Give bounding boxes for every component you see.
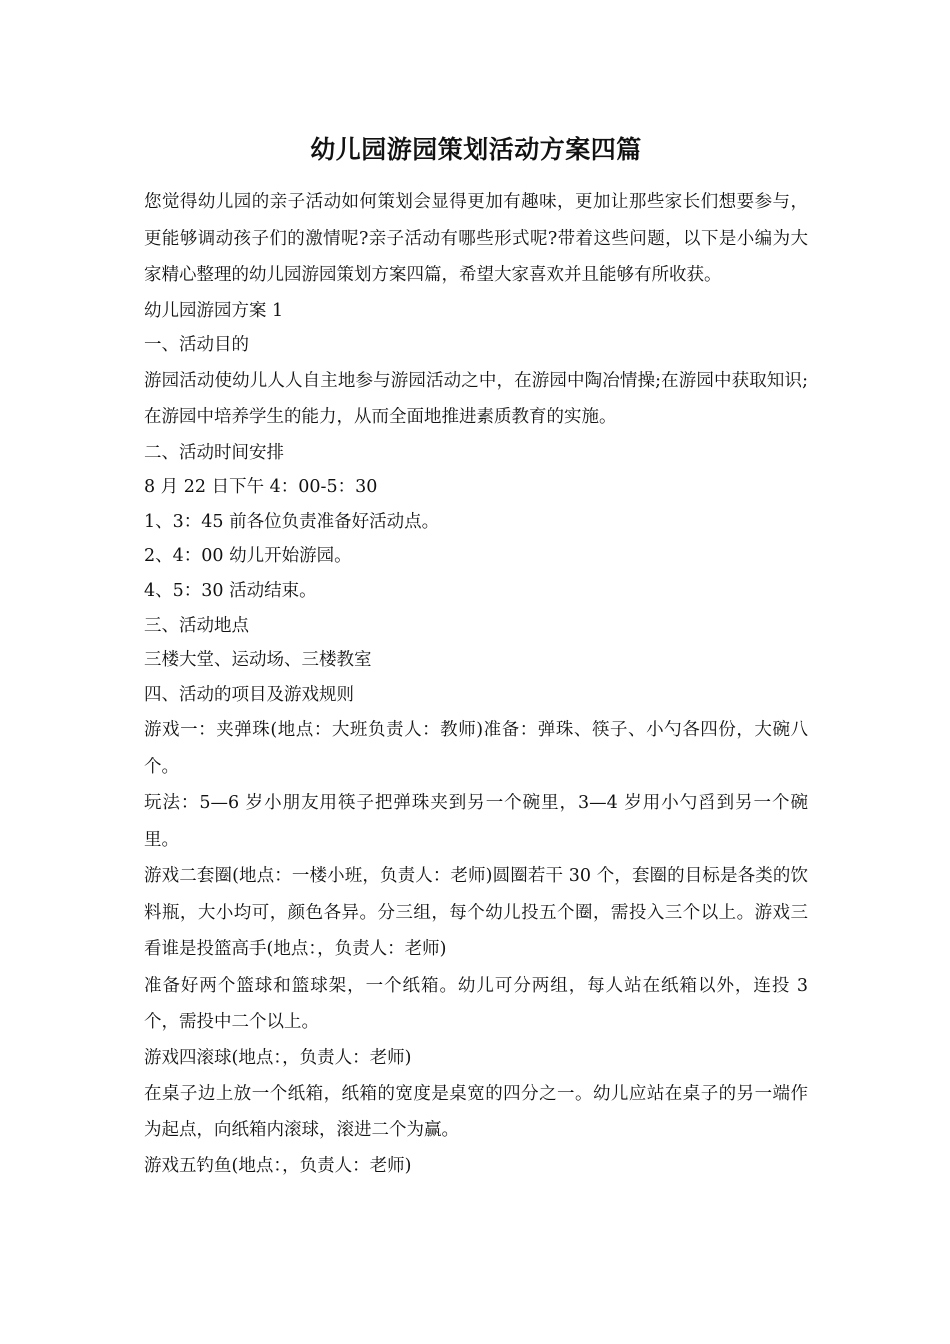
section-heading-location: 三、活动地点 xyxy=(144,615,249,636)
game-four-heading: 游戏四滚球(地点：，负责人：老师) xyxy=(144,1047,412,1068)
game-three-paragraph: 准备好两个篮球和篮球架，一个纸箱。幼儿可分两组，每人站在纸箱以外，连投 3 个，需投中二个以上。 xyxy=(144,975,808,1033)
section-heading-purpose: 一、活动目的 xyxy=(144,335,249,356)
game-five-heading: 游戏五钓鱼(地点：，负责人：老师) xyxy=(144,1155,412,1176)
document-page xyxy=(144,130,808,1183)
plan-heading-1: 幼儿园游园方案 1 xyxy=(144,300,284,321)
schedule-date: 8 月 22 日下午 4：00-5：30 xyxy=(144,477,378,498)
game-four-paragraph: 在桌子边上放一个纸箱，纸箱的宽度是桌宽的四分之一。幼儿应站在桌子的另一端作为起点，向纸箱内滚球，滚进二个为赢。 xyxy=(144,1083,808,1141)
schedule-item: 1、3：45 前各位负责准备好活动点。 xyxy=(144,511,440,532)
schedule-item: 4、5：30 活动结束。 xyxy=(144,581,317,602)
section-heading-games: 四、活动的项目及游戏规则 xyxy=(144,684,354,705)
intro-paragraph: 您觉得幼儿园的亲子活动如何策划会显得更加有趣味，更加让那些家长们想要参与，更能够调动孩子们的激情呢?亲子活动有哪些形式呢?带着这些问题，以下是小编为大家精心整理的幼儿园游园策划方案四篇，希望大家喜欢并且能够有所收获。 xyxy=(144,192,808,285)
game-two-paragraph: 游戏二套圈(地点：一楼小班，负责人：老师)圆圈若干 30 个，套圈的目标是各类的饮料瓶，大小均可，颜色各异。分三组，每个幼儿投五个圈，需投入三个以上。游戏三看谁是投篮高手(地点：，负责人：老师) xyxy=(144,866,808,960)
location-paragraph: 三楼大堂、运动场、三楼教室 xyxy=(144,650,372,671)
document-title: 幼儿园游园策划活动方案四篇 xyxy=(310,135,642,164)
schedule-item: 2、4：00 幼儿开始游园。 xyxy=(144,546,352,567)
purpose-paragraph: 游园活动使幼儿人人自主地参与游园活动之中，在游园中陶冶情操;在游园中获取知识;在游园中培养学生的能力，从而全面地推进素质教育的实施。 xyxy=(144,370,808,428)
section-heading-schedule: 二、活动时间安排 xyxy=(144,442,284,463)
game-one-paragraph: 游戏一：夹弹珠(地点：大班负责人：教师)准备：弹珠、筷子、小勺各四份，大碗八个。 xyxy=(144,720,808,777)
game-one-rules: 玩法：5—6 岁小朋友用筷子把弹珠夹到另一个碗里，3—4 岁用小勺舀到另一个碗里。 xyxy=(144,793,808,850)
